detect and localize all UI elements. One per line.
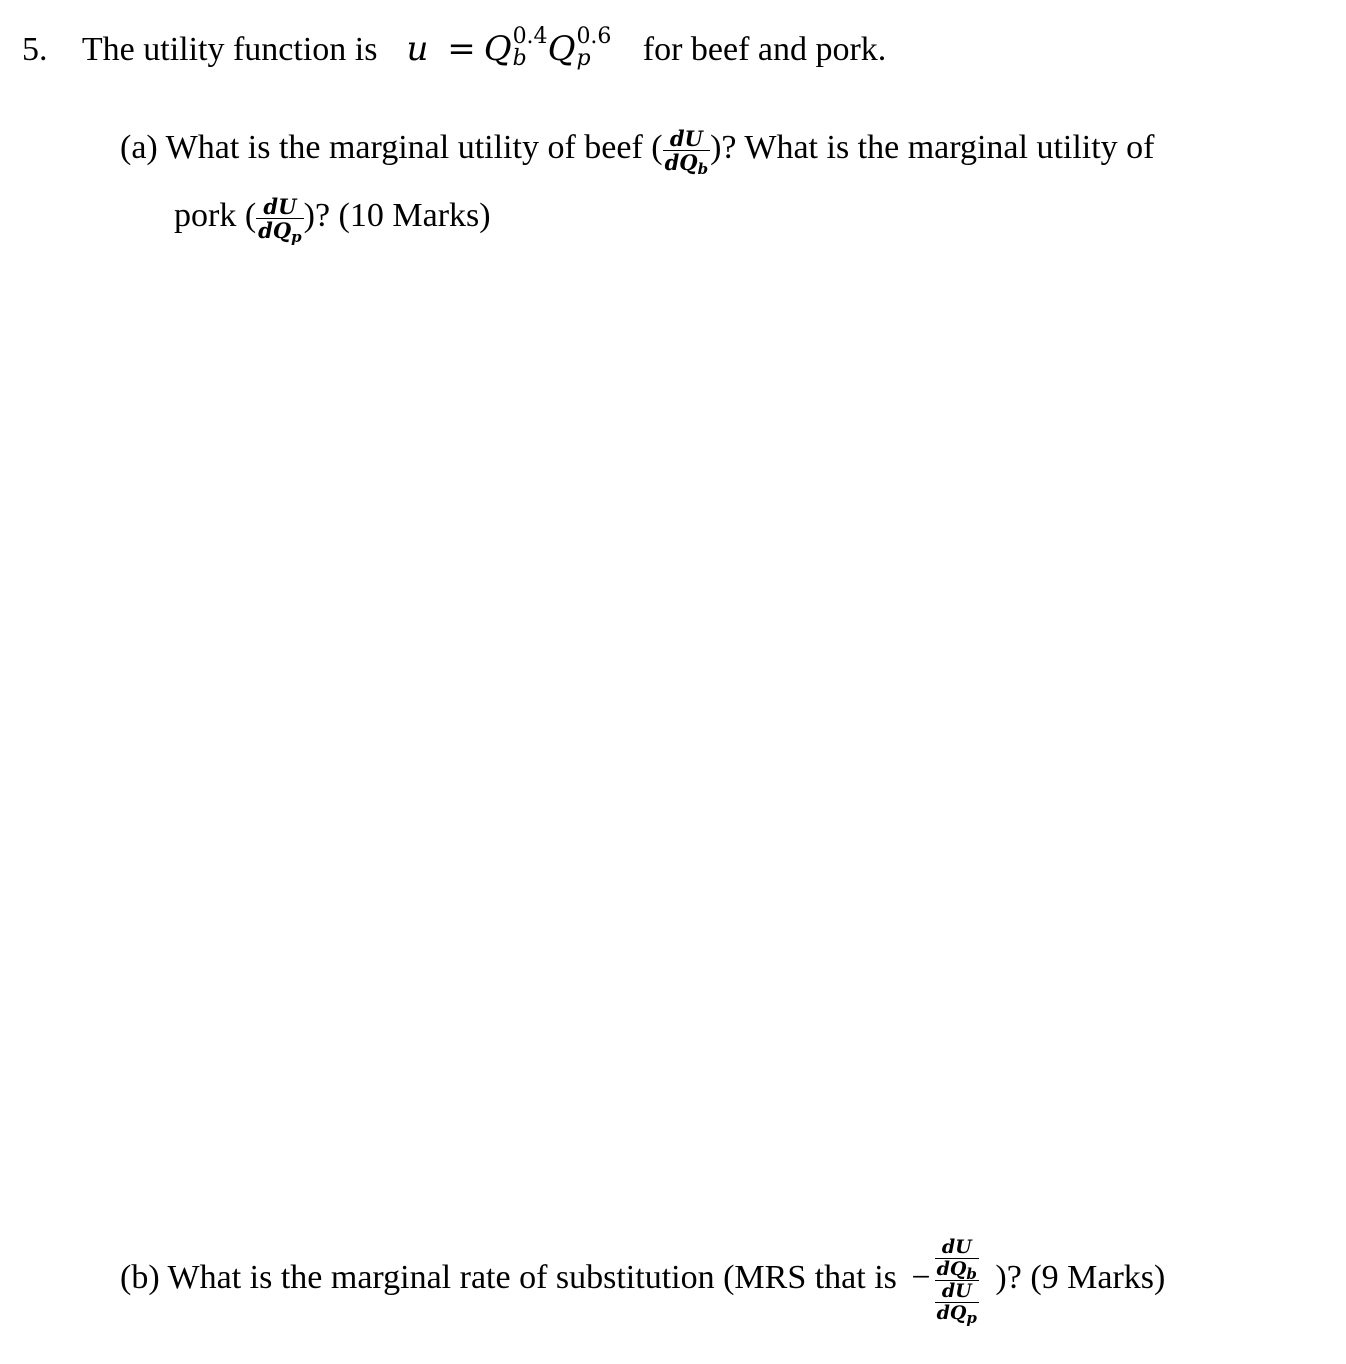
fraction-den-sub: b — [697, 159, 709, 178]
part-b-text-1: What is the marginal rate of substitution (MRS that is — [167, 1259, 897, 1296]
mrs-top-fraction — [935, 1235, 979, 1283]
fraction-den-base: dQ — [258, 217, 292, 243]
formula-sub-pork: p — [576, 46, 591, 71]
question-number: 5. — [22, 31, 48, 68]
question-intro: The utility function is — [81, 31, 378, 68]
question-header — [22, 24, 887, 71]
fraction-du-dqb — [663, 125, 710, 178]
part-a-text-3: pork ( — [174, 197, 257, 234]
fraction-numerator: dU — [941, 1235, 972, 1258]
part-a-line-2 — [174, 186, 491, 246]
formula-exp-beef: 0.4 — [512, 24, 548, 49]
fraction-den-sub: p — [291, 227, 302, 246]
part-b-line — [120, 1218, 1165, 1338]
formula-exp-pork: 0.6 — [576, 24, 612, 49]
formula-lhs: u — [406, 29, 429, 69]
part-a-label: (a) — [120, 129, 158, 166]
fraction-denominator — [935, 1257, 979, 1283]
fraction-du-dqp — [256, 193, 303, 246]
part-b-text-2: )? (9 Marks) — [995, 1259, 1166, 1296]
formula-base-beef: Q — [483, 29, 512, 69]
fraction-den-base: dQ — [936, 1257, 967, 1280]
fraction-denominator — [935, 1301, 979, 1327]
formula-base-pork: Q — [547, 29, 576, 69]
minus-sign: − — [911, 1259, 931, 1296]
formula-eq: = — [447, 29, 476, 69]
formula-sub-beef: b — [512, 46, 527, 71]
fraction-numerator: dU — [263, 193, 297, 219]
part-a-line-1 — [120, 118, 1155, 178]
fraction-du-dqp-bottom — [935, 1279, 979, 1327]
part-b-label: (b) — [120, 1259, 160, 1296]
fraction-den-base: dQ — [664, 149, 698, 175]
part-a-text-2: )? What is the marginal utility of — [710, 129, 1155, 166]
fraction-numerator: dU — [669, 125, 703, 151]
part-a-text-1: What is the marginal utility of beef ( — [165, 129, 663, 166]
fraction-numerator: dU — [941, 1279, 972, 1302]
mrs-compound-fraction — [935, 1235, 979, 1327]
utility-formula — [406, 24, 622, 71]
fraction-denominator — [256, 217, 303, 246]
fraction-du-dqb-top — [935, 1235, 979, 1283]
fraction-den-base: dQ — [936, 1301, 967, 1324]
fraction-den-sub: p — [966, 1308, 977, 1327]
mrs-bottom-fraction — [935, 1279, 979, 1327]
question-tail: for beef and pork. — [642, 31, 887, 68]
fraction-den-sub: b — [966, 1264, 977, 1283]
fraction-denominator — [663, 149, 710, 178]
part-a-text-4: )? (10 Marks) — [303, 197, 491, 234]
